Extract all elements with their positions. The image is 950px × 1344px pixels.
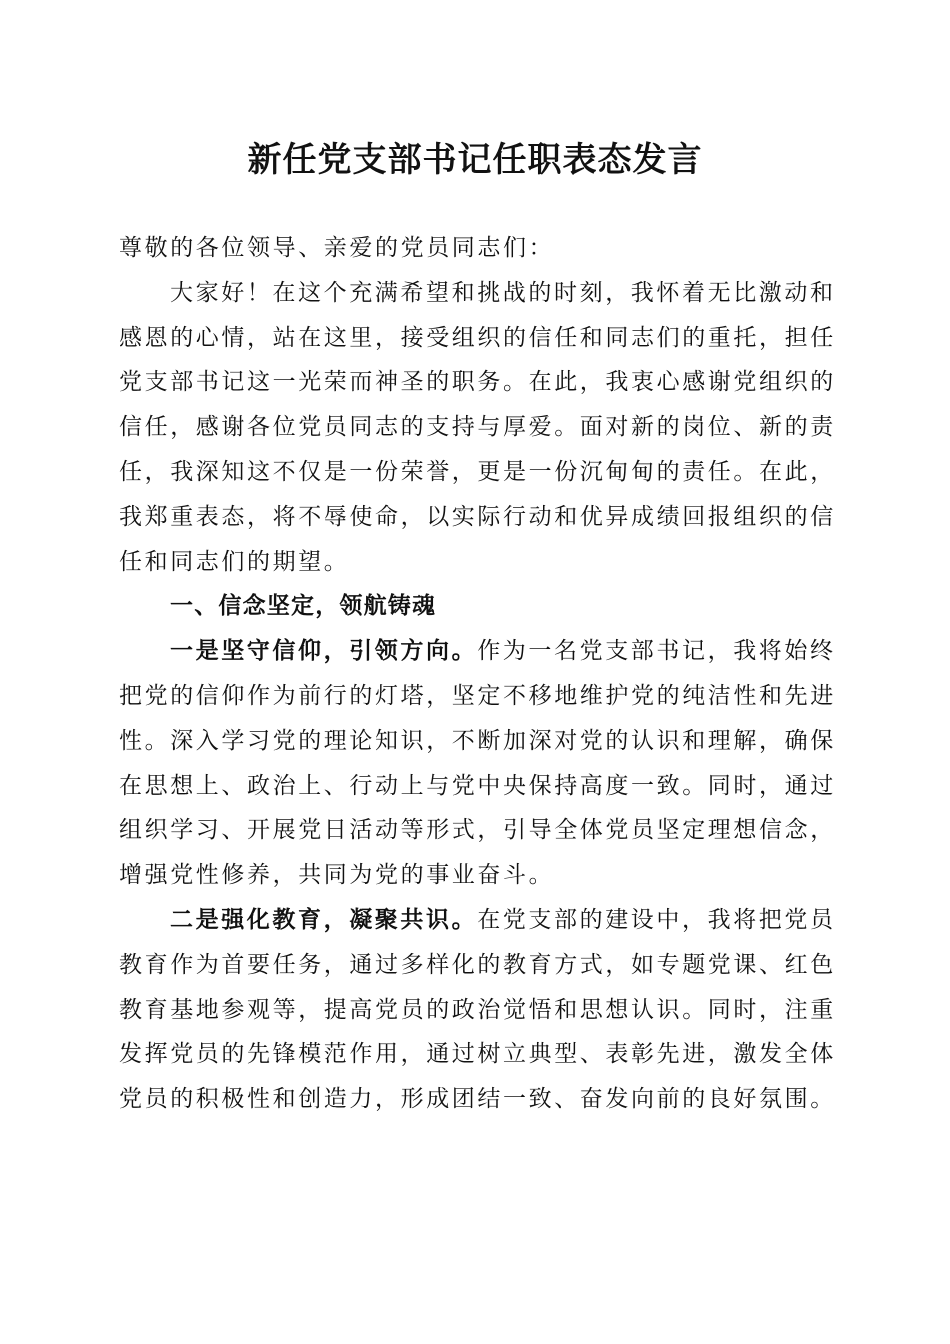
section-heading-1: 一、信念坚定，领航铸魂: [170, 593, 437, 620]
paragraph-2: [119, 898, 839, 1122]
paragraph-1-body: 作为一名党支部书记，我将始终把党的信仰作为前行的灯塔，坚定不移地维护党的纯洁性和先进性。深入学习党的理论知识，不断加深对党的认识和理解，确保在思想上、政治上、行动上与党中央保持高度一致。同时，通过组织学习、开展党日活动等形式，引导全体党员坚定理想信念，增强党性修养，共同为党的事业奋斗。: [119, 638, 836, 889]
paragraph-1: [119, 629, 839, 898]
salutation: 尊敬的各位领导、亲爱的党员同志们：: [119, 235, 555, 261]
paragraph-1-lead: 一是坚守信仰，引领方向。: [170, 637, 478, 665]
paragraph-2-lead: 二是强化教育，凝聚共识。: [170, 905, 478, 933]
document-body: [119, 226, 839, 1122]
document-title: 新任党支部书记任职表态发言: [247, 140, 703, 180]
intro-paragraph: 大家好！在这个充满希望和挑战的时刻，我怀着无比激动和感恩的心情，站在这里，接受组织的信任和同志们的重托，担任党支部书记这一光荣而神圣的职务。在此，我衷心感谢党组织的信任，感谢各位党员同志的支持与厚爱。面对新的岗位、新的责任，我深知这不仅是一份荣誉，更是一份沉甸甸的责任。在此，我郑重表态，将不辱使命，以实际行动和优异成绩回报组织的信任和同志们的期望。: [119, 279, 836, 575]
paragraph-2-body: 在党支部的建设中，我将把党员教育作为首要任务，通过多样化的教育方式，如专题党课、红色教育基地参观等，提高党员的政治觉悟和思想认识。同时，注重发挥党员的先锋模范作用，通过树立典型、表彰先进，激发全体党员的积极性和创造力，形成团结一致、奋发向前的良好氛围。: [119, 906, 836, 1113]
